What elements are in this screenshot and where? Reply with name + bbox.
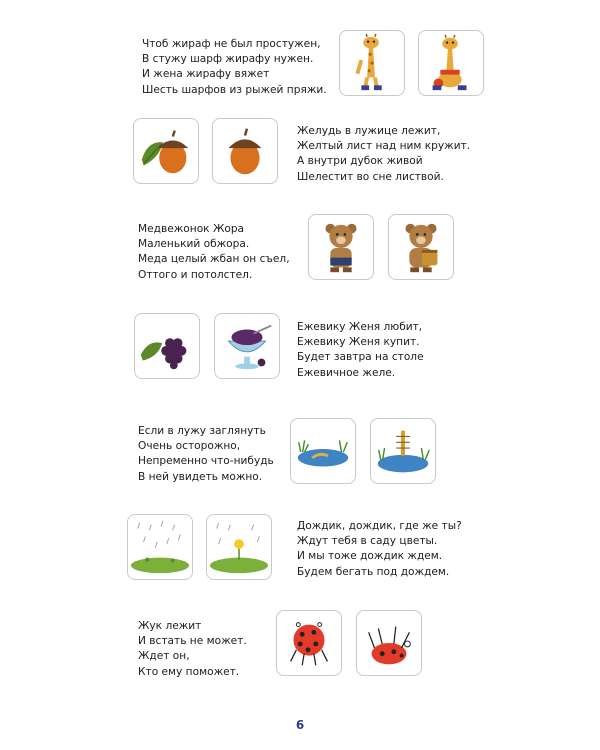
giraffe-standing-card: [339, 30, 405, 96]
poem-line: Жук лежит: [138, 620, 202, 632]
acorn-icon: [213, 119, 277, 183]
poem-line: Дождик, дождик, где же ты?: [297, 520, 462, 532]
poem-line: Меда целый жбан он съел,: [138, 253, 290, 266]
poem-beetle: [138, 619, 247, 680]
poem-line: Если в лужу заглянуть: [138, 425, 266, 437]
acorn-leaf-card: [133, 118, 199, 184]
poem-bear: [138, 222, 290, 283]
giraffe-knitting-icon: [419, 31, 483, 95]
puddle-bug-card: [370, 418, 436, 484]
blackberry-jelly-card: [214, 313, 280, 379]
puddle-icon: [291, 419, 355, 483]
ladybug-upside-down-icon: [357, 611, 421, 675]
bear-cub-card: [308, 214, 374, 280]
bear-honey-pot-card: [388, 214, 454, 280]
poem-line: Будем бегать под дождем.: [297, 565, 450, 578]
poem-line: Чтоб жираф не был простужен,: [142, 38, 321, 50]
jelly-bowl-icon: [215, 314, 279, 378]
blackberry-card: [134, 313, 200, 379]
poem-line: И мы тоже дождик ждем.: [297, 550, 443, 563]
poem-line: Оттого и потолстел.: [138, 268, 253, 281]
poem-acorn: [297, 124, 470, 185]
poem-line: Кто ему поможет.: [138, 665, 240, 678]
poem-line: Шелестит во сне листвой.: [297, 170, 444, 183]
bear-honey-pot-icon: [389, 215, 453, 279]
ladybug-card: [276, 610, 342, 676]
acorn-leaf-icon: [134, 119, 198, 183]
puddle-card: [290, 418, 356, 484]
ladybug-upside-down-card: [356, 610, 422, 676]
poem-puddle: [138, 424, 274, 485]
poem-line: В ней увидеть можно.: [138, 470, 263, 483]
giraffe-knitting-card: [418, 30, 484, 96]
rain-flowers-card: [206, 514, 272, 580]
rain-card: [127, 514, 193, 580]
poem-line: Очень осторожно,: [138, 440, 241, 453]
poem-line: Маленький обжора.: [138, 238, 250, 251]
poem-line: Желтый лист над ним кружит.: [297, 140, 471, 153]
puddle-bug-icon: [371, 419, 435, 483]
poem-line: Желудь в лужице лежит,: [297, 125, 441, 137]
poem-giraffe: [142, 37, 327, 98]
rain-flower-icon: [207, 515, 271, 579]
poem-line: Ежевику Женя любит,: [297, 321, 423, 333]
acorn-card: [212, 118, 278, 184]
giraffe-standing-icon: [340, 31, 404, 95]
poem-line: Будет завтра на столе: [297, 351, 424, 364]
poem-line: И жена жирафу вяжет: [142, 68, 270, 81]
rain-icon: [128, 515, 192, 579]
poem-line: И встать не может.: [138, 635, 247, 648]
bear-cub-icon: [309, 215, 373, 279]
poem-line: Непременно что-нибудь: [138, 455, 274, 468]
poem-line: Ежевичное желе.: [297, 366, 396, 379]
poem-line: Шесть шарфов из рыжей пряжи.: [142, 83, 327, 96]
poem-line: Ежевику Женя купит.: [297, 336, 420, 349]
poem-line: Ждет он,: [138, 650, 190, 663]
poem-line: Медвежонок Жора: [138, 223, 245, 235]
ladybug-icon: [277, 611, 341, 675]
poem-rain: [297, 519, 462, 580]
poem-blackberry: [297, 320, 424, 381]
poem-line: В стужу шарф жирафу нужен.: [142, 53, 314, 66]
page-number: 6: [295, 718, 305, 732]
poem-line: А внутри дубок живой: [297, 155, 423, 168]
blackberry-icon: [135, 314, 199, 378]
poem-line: Ждут тебя в саду цветы.: [297, 535, 438, 548]
